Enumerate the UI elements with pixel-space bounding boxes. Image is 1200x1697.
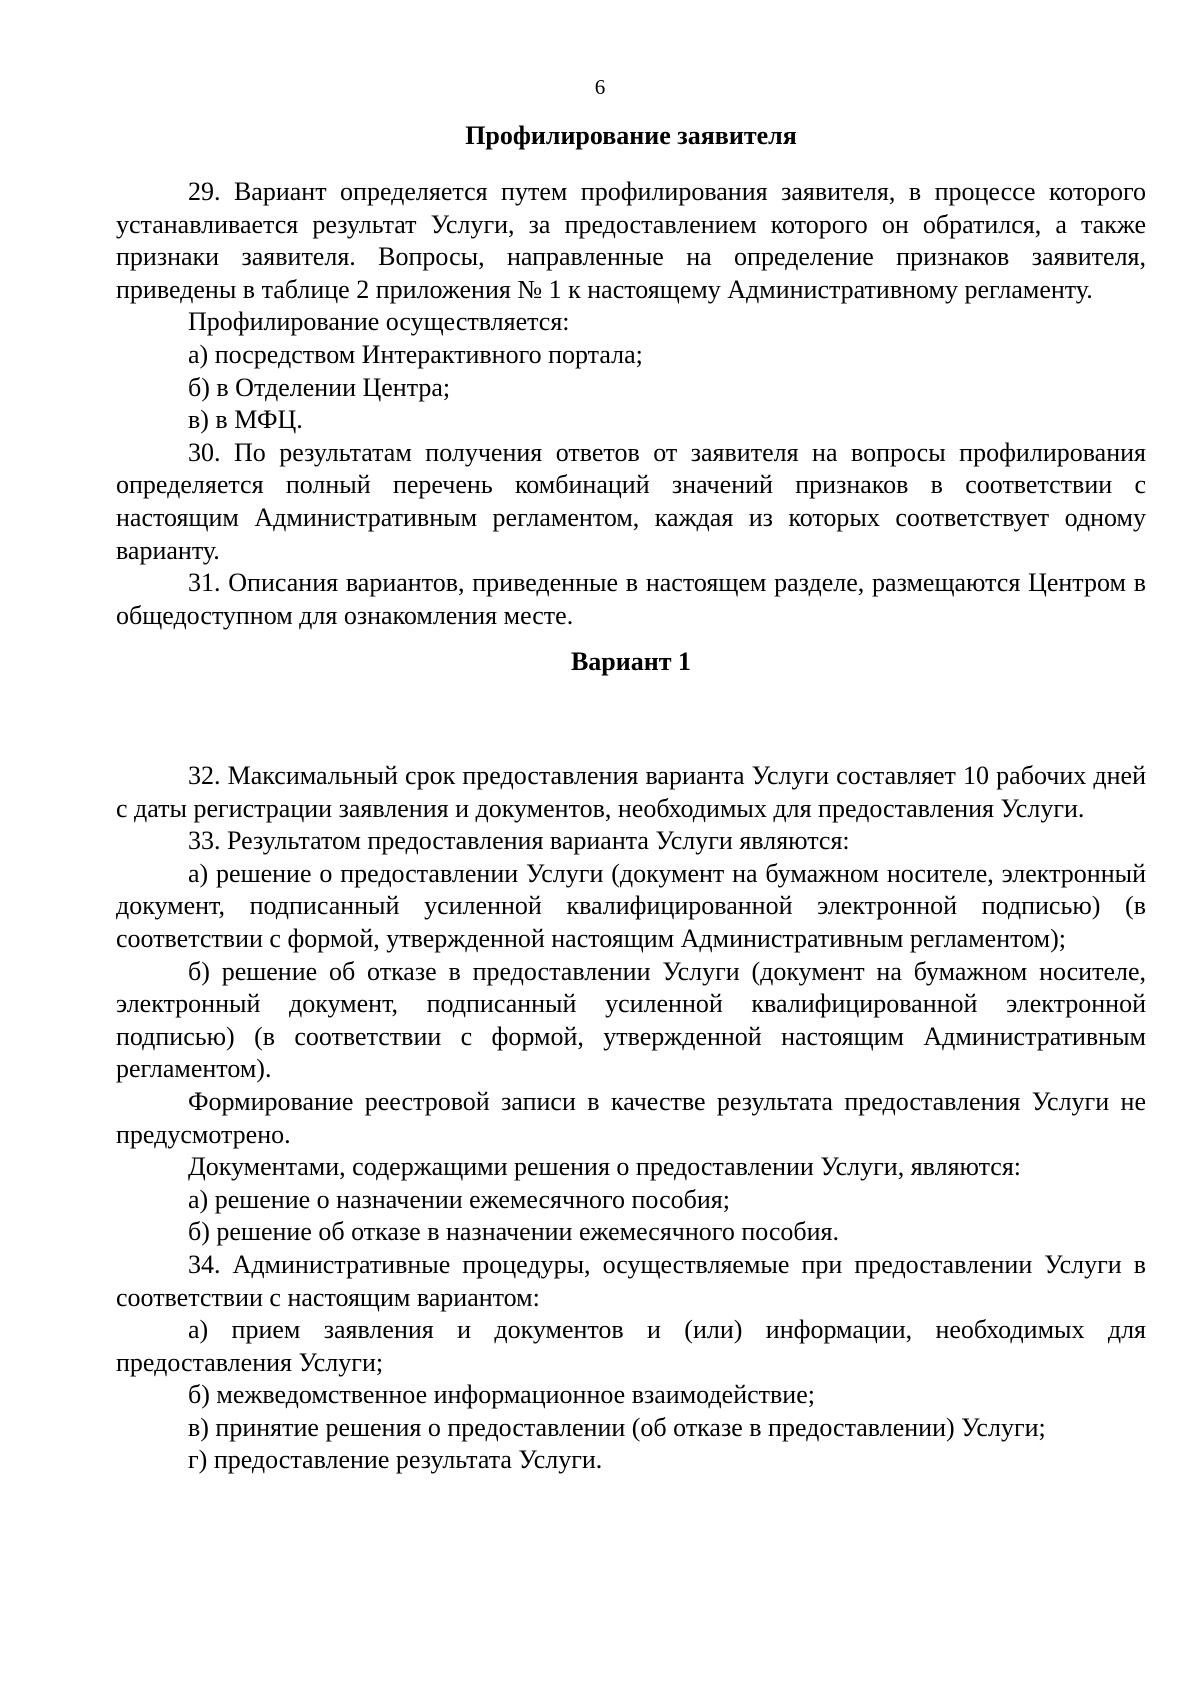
list-item: б) решение об отказе в назначении ежемесячного пособия.	[188, 1217, 840, 1247]
list-item: а) решение о предоставлении Услуги (документ на бумажном носителе, электронный документ, подписанный усиленной квалифицированной электронной подписью) (в соответствии с формой, утвержденной настоящим Административным регламентом);	[116, 858, 1146, 953]
list-item: а) посредством Интерактивного портала;	[188, 339, 643, 369]
paragraph: 31. Описания вариантов, приведенные в настоящем разделе, размещаются Центром в общедоступном для ознакомления месте.	[116, 568, 1146, 630]
page-number: 6	[594, 75, 606, 99]
list-item: в) принятие решения о предоставлении (об отказе в предоставлении) Услуги;	[188, 1412, 1046, 1442]
paragraph: Профилирование осуществляется:	[188, 307, 570, 337]
list-item: в) в МФЦ.	[188, 405, 303, 435]
section-title-profiling: Профилирование заявителя	[465, 121, 797, 150]
list-item: б) в Отделении Центра;	[188, 372, 451, 402]
list-item: а) решение о назначении ежемесячного пособия;	[188, 1184, 730, 1214]
section-body-profiling	[116, 176, 1146, 632]
section-title-variant-1: Вариант 1	[570, 647, 692, 676]
list-item: а) прием заявления и документов и (или) информации, необходимых для предоставления Услуги;	[116, 1315, 1146, 1377]
paragraph: 29. Вариант определяется путем профилирования заявителя, в процессе которого устанавливается результат Услуги, за предоставлением которого он обратился, а также признаки заявителя. Вопросы, направленные на определение признаков заявителя, приведены в таблице 2 приложения № 1 к настоящему Административному регламенту.	[116, 177, 1146, 304]
list-item: г) предоставление результата Услуги.	[188, 1445, 603, 1475]
paragraph: 34. Административные процедуры, осуществляемые при предоставлении Услуги в соответствии с настоящим вариантом:	[116, 1249, 1146, 1312]
list-item: б) решение об отказе в предоставлении Услуги (документ на бумажном носителе, электронный документ, подписанный усиленной квалифицированной электронной подписью) (в соответствии с формой, утвержденной настоящим Административным регламентом).	[116, 956, 1146, 1084]
paragraph: 30. По результатам получения ответов от заявителя на вопросы профилирования определяется полный перечень комбинаций значений признаков в соответствии с настоящим Административным регламентом, каждая из которых соответствует одному варианту.	[116, 437, 1146, 565]
section-body-variant-1	[116, 760, 1146, 1477]
paragraph: 32. Максимальный срок предоставления варианта Услуги составляет 10 рабочих дней с даты регистрации заявления и документов, необходимых для предоставления Услуги.	[116, 761, 1146, 823]
paragraph: 33. Результатом предоставления варианта Услуги являются:	[188, 826, 850, 856]
paragraph: Формирование реестровой записи в качестве результата предоставления Услуги не предусмотрено.	[116, 1086, 1146, 1149]
list-item: б) межведомственное информационное взаимодействие;	[188, 1380, 815, 1410]
paragraph: Документами, содержащими решения о предоставлении Услуги, являются:	[188, 1152, 1022, 1182]
